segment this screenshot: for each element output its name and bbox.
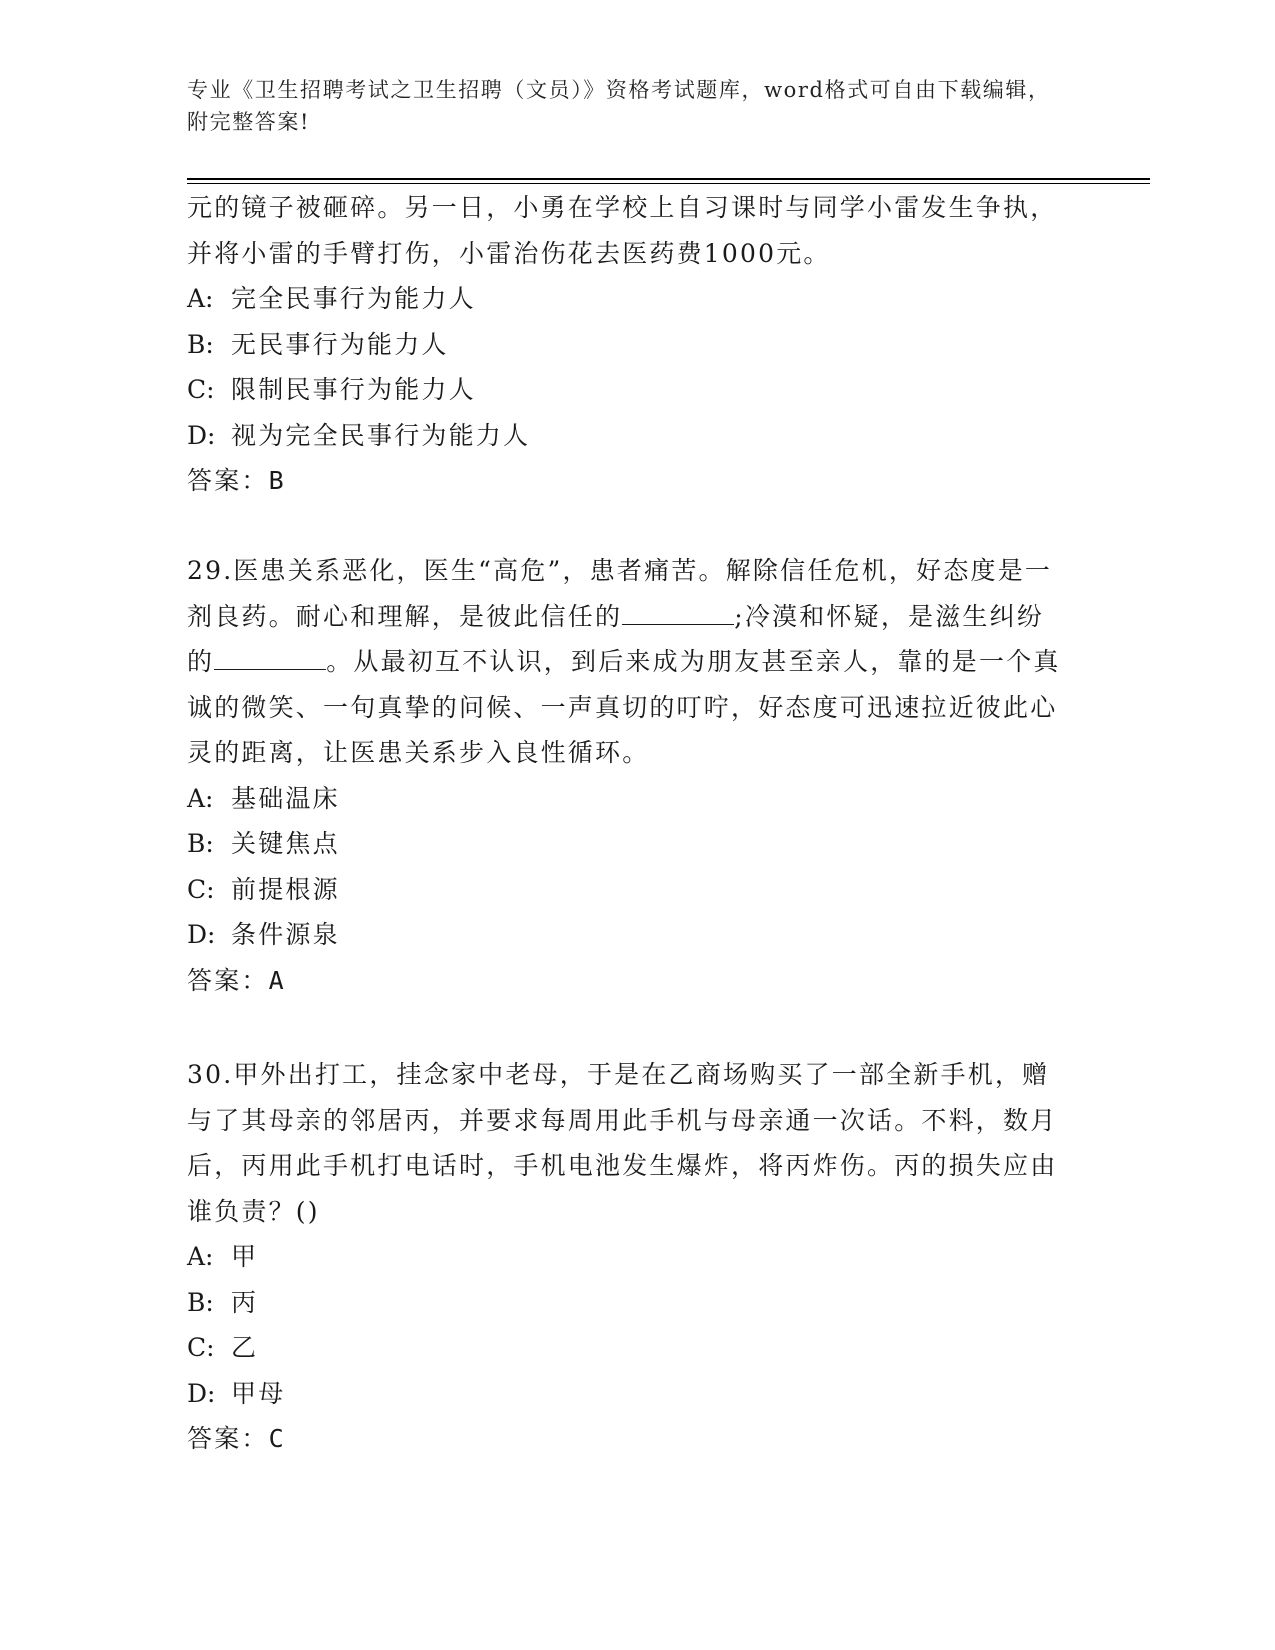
option-letter: D: [187, 1378, 216, 1408]
option-text: 前提根源 [231, 874, 340, 904]
question-28-option-d [187, 413, 1067, 459]
option-text: 完全民事行为能力人 [231, 284, 476, 313]
option-text: 甲 [231, 1242, 259, 1271]
question-29-stem-part-1: 29.医患关系恶化，医生“高危”，患者痛苦。解除信任危机，好态度是一剂良药。耐心和理解，是彼此信任的 [187, 556, 1053, 631]
question-30-answer [187, 1416, 1067, 1462]
option-text: 基础温床 [231, 783, 340, 813]
question-30-option-b [187, 1280, 1067, 1326]
question-29-answer [187, 958, 1067, 1004]
question-28-option-c [187, 367, 1067, 413]
question-29-stem-part-2: ;冷漠和怀疑，是滋生纠纷的 [187, 601, 1045, 676]
question-29-block [187, 548, 1067, 1003]
fill-in-blank-1 [622, 602, 734, 625]
option-text: 关键焦点 [231, 829, 340, 858]
option-letter: D: [187, 420, 216, 450]
option-text: 甲母 [231, 1378, 286, 1408]
option-text: 条件源泉 [231, 920, 340, 949]
option-letter: C: [187, 874, 215, 904]
option-letter: A: [187, 284, 214, 313]
option-text: 乙 [231, 1333, 259, 1362]
option-letter: B: [187, 1287, 214, 1317]
option-letter: C: [187, 1333, 215, 1362]
question-29-stem [187, 548, 1067, 776]
answer-value: B [268, 466, 286, 495]
question-30-stem: 30.甲外出打工，挂念家中老母，于是在乙商场购买了一部全新手机，赠与了其母亲的邻居丙，并要求每周用此手机与母亲通一次话。不料，数月后，丙用此手机打电话时，手机电池发生爆炸，将丙炸伤。丙的损失应由谁负责？() [187, 1060, 1058, 1226]
question-29-stem-part-3: 。从最初互不认识，到后来成为朋友甚至亲人，靠的是一个真诚的微笑、一句真挚的问候、一声真切的叮咛，好态度可迅速拉近彼此心灵的距离，让医患关系步入良性循环。 [187, 647, 1061, 767]
document-header: 专业《卫生招聘考试之卫生招聘（文员）》资格考试题库，word格式可自由下载编辑，附完整答案! [187, 78, 1051, 134]
question-29-option-a [187, 776, 1067, 822]
option-letter: B: [187, 329, 214, 359]
option-letter: A: [187, 783, 214, 813]
question-30-option-d [187, 1371, 1067, 1417]
question-28-option-a [187, 276, 1067, 322]
question-29-option-c [187, 867, 1067, 913]
option-text: 丙 [231, 1287, 259, 1317]
question-29-option-d [187, 912, 1067, 958]
question-28-stem: 元的镜子被砸碎。另一日，小勇在学校上自习课时与同学小雷发生争执，并将小雷的手臂打伤，小雷治伤花去医药费1000元。 [187, 193, 1058, 268]
answer-label: 答案： [187, 1424, 269, 1453]
header-rule-thin [187, 183, 1150, 184]
option-letter: C: [187, 375, 215, 404]
question-30-block [187, 1052, 1067, 1462]
header-rule-thick [187, 178, 1150, 180]
fill-in-blank-2 [214, 647, 326, 670]
option-text: 限制民事行为能力人 [231, 375, 476, 404]
answer-label: 答案： [187, 466, 269, 495]
question-30-option-a [187, 1234, 1067, 1280]
question-30-option-c [187, 1325, 1067, 1371]
answer-label: 答案： [187, 965, 269, 995]
question-28-answer [187, 458, 1067, 504]
option-letter: B: [187, 829, 214, 858]
question-29-option-b [187, 821, 1067, 867]
option-text: 无民事行为能力人 [231, 329, 449, 359]
option-text: 视为完全民事行为能力人 [231, 420, 531, 450]
answer-value: A [268, 965, 286, 995]
option-letter: A: [187, 1242, 214, 1271]
answer-value: C [268, 1424, 286, 1453]
option-letter: D: [187, 920, 216, 949]
question-28-option-b [187, 322, 1067, 368]
question-28-block [187, 185, 1067, 504]
